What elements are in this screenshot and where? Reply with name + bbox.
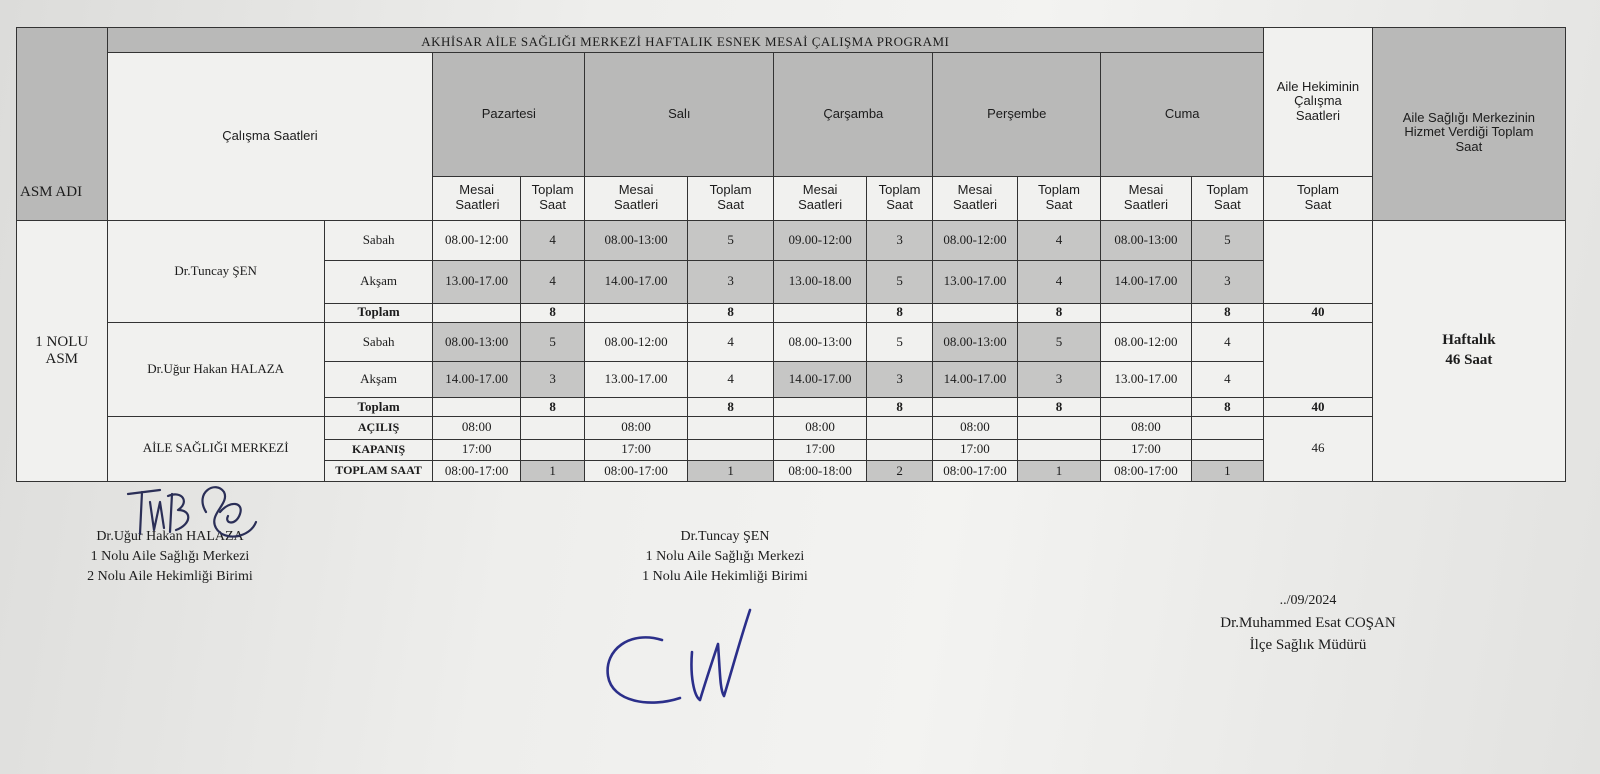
signer-unit: 1 Nolu Aile Sağlığı Merkezi — [645, 549, 805, 564]
empty-cell — [520, 439, 584, 460]
day-total: 8 — [1017, 303, 1100, 322]
toplam-header: Toplam Saat — [866, 176, 932, 220]
row-label-acilis: AÇILIŞ — [324, 416, 433, 439]
row-label-kapanis: KAPANIŞ — [324, 439, 433, 460]
empty-cell — [687, 439, 774, 460]
row-label-aksam: Akşam — [324, 260, 433, 303]
empty-cell — [1191, 416, 1263, 439]
shift-total: 3 — [1191, 260, 1263, 303]
day-total: 8 — [866, 398, 932, 417]
handwritten-signature-middle — [600, 580, 790, 720]
mesai-header: Mesai Saatleri — [585, 176, 688, 220]
mesai-header: Mesai Saatleri — [1101, 176, 1192, 220]
day-total: 8 — [520, 303, 584, 322]
day-total: 8 — [520, 398, 584, 417]
mesai-header: Mesai Saatleri — [433, 176, 521, 220]
shift-total: 4 — [1191, 362, 1263, 398]
calisma-saatleri-header: Çalışma Saatleri — [107, 53, 433, 221]
doctor-name: Dr.Uğur Hakan HALAZA — [107, 322, 324, 416]
shift-hours: 08.00-13:00 — [433, 322, 521, 362]
shift-hours: 13.00-17.00 — [1101, 362, 1192, 398]
closing-time: 17:00 — [1101, 439, 1192, 460]
shift-total: 4 — [520, 220, 584, 260]
empty-cell — [433, 303, 521, 322]
shift-total: 3 — [687, 260, 774, 303]
toplam-header: Toplam Saat — [1017, 176, 1100, 220]
opening-time: 08:00 — [774, 416, 867, 439]
asm-name-cell — [17, 220, 108, 481]
empty-cell — [774, 398, 867, 417]
day-header-persembe: Perşembe — [933, 53, 1101, 177]
shift-total: 5 — [520, 322, 584, 362]
empty-cell — [866, 439, 932, 460]
center-total: 1 — [1017, 460, 1100, 481]
shift-total: 5 — [1191, 220, 1263, 260]
shift-total: 4 — [1017, 220, 1100, 260]
center-hours: 08:00-17:00 — [433, 460, 521, 481]
shift-hours: 13.00-18.00 — [774, 260, 867, 303]
signer-name: Dr.Uğur Hakan HALAZA — [96, 529, 244, 544]
shift-total: 3 — [520, 362, 584, 398]
center-total: 1 — [1191, 460, 1263, 481]
center-total: 1 — [687, 460, 774, 481]
day-total: 8 — [1017, 398, 1100, 417]
shift-total: 4 — [1191, 322, 1263, 362]
weekly-total-cell — [1372, 220, 1565, 481]
row-label-toplam: Toplam — [324, 398, 433, 417]
day-total: 8 — [687, 398, 774, 417]
shift-hours: 08.00-13:00 — [933, 322, 1017, 362]
empty-cell — [933, 398, 1017, 417]
page-title: AKHİSAR AİLE SAĞLIĞI MERKEZİ HAFTALIK ESNEK MESAİ ÇALIŞMA PROGRAMI — [107, 28, 1264, 53]
shift-hours: 08.00-12:00 — [585, 322, 688, 362]
opening-time: 08:00 — [933, 416, 1017, 439]
empty-cell — [1191, 439, 1263, 460]
asm-adi-label: ASM ADI — [20, 184, 83, 200]
shift-hours: 08.00-12:00 — [433, 220, 521, 260]
center-hours: 08:00-17:00 — [933, 460, 1017, 481]
shift-hours: 08.00-13:00 — [1101, 220, 1192, 260]
row-label-sabah: Sabah — [324, 220, 433, 260]
shift-hours: 14.00-17.00 — [774, 362, 867, 398]
date-text: ../09/2024 — [1279, 593, 1337, 608]
center-hours: 08:00-17:00 — [585, 460, 688, 481]
mesai-header: Mesai Saatleri — [933, 176, 1017, 220]
day-total: 8 — [866, 303, 932, 322]
closing-time: 17:00 — [585, 439, 688, 460]
shift-total: 3 — [866, 362, 932, 398]
empty-cell — [687, 416, 774, 439]
empty-cell — [520, 416, 584, 439]
opening-time: 08:00 — [433, 416, 521, 439]
day-header-pazartesi: Pazartesi — [433, 53, 585, 177]
shift-hours: 13.00-17.00 — [585, 362, 688, 398]
closing-time: 17:00 — [933, 439, 1017, 460]
closing-time: 17:00 — [774, 439, 867, 460]
hekim-saatleri-header: Aile Hekiminin Çalışma Saatleri — [1264, 28, 1373, 177]
center-total: 2 — [866, 460, 932, 481]
signer-subunit: 2 Nolu Aile Hekimliği Birimi — [87, 569, 253, 584]
shift-total: 5 — [866, 260, 932, 303]
handwritten-signature-left — [120, 472, 280, 562]
center-hours: 08:00-18:00 — [774, 460, 867, 481]
day-total: 8 — [1191, 303, 1263, 322]
signer-unit: 1 Nolu Aile Sağlığı Merkezi — [90, 549, 250, 564]
shift-hours: 08.00-13:00 — [585, 220, 688, 260]
shift-total: 3 — [1017, 362, 1100, 398]
toplam-header: Toplam Saat — [520, 176, 584, 220]
toplam-header: Toplam Saat — [1191, 176, 1263, 220]
center-name: AİLE SAĞLIĞI MERKEZİ — [107, 416, 324, 481]
shift-hours: 14.00-17.00 — [433, 362, 521, 398]
signer-subunit: 1 Nolu Aile Hekimliği Birimi — [642, 569, 808, 584]
opening-time: 08:00 — [1101, 416, 1192, 439]
shift-hours: 09.00-12:00 — [774, 220, 867, 260]
asm-toplam-header: Aile Sağlığı Merkezinin Hizmet Verdiği Toplam Saat — [1372, 28, 1565, 221]
shift-total: 5 — [866, 322, 932, 362]
day-header-sali: Salı — [585, 53, 774, 177]
row-label-toplam-saat: TOPLAM SAAT — [324, 460, 433, 481]
empty-cell — [1101, 303, 1192, 322]
empty-cell — [1264, 322, 1373, 397]
signer-name: Dr.Muhammed Esat COŞAN — [1220, 615, 1396, 631]
row-label-toplam: Toplam — [324, 303, 433, 322]
signer-name: Dr.Tuncay ŞEN — [680, 529, 770, 544]
doctor-name: Dr.Tuncay ŞEN — [107, 220, 324, 322]
empty-cell — [433, 398, 521, 417]
empty-cell — [585, 303, 688, 322]
shift-total: 5 — [687, 220, 774, 260]
closing-time: 17:00 — [433, 439, 521, 460]
mesai-header: Mesai Saatleri — [774, 176, 867, 220]
opening-time: 08:00 — [585, 416, 688, 439]
shift-hours: 13.00-17.00 — [933, 260, 1017, 303]
empty-cell — [774, 303, 867, 322]
shift-hours: 08.00-12:00 — [933, 220, 1017, 260]
empty-cell — [1264, 220, 1373, 303]
center-weekly-total: 46 — [1264, 416, 1373, 481]
doctor-weekly-total: 40 — [1264, 303, 1373, 322]
day-header-cuma: Cuma — [1101, 53, 1264, 177]
signature-block-middle — [600, 527, 850, 587]
schedule-table — [16, 27, 1566, 482]
row-label-sabah: Sabah — [324, 322, 433, 362]
empty-cell — [1017, 416, 1100, 439]
shift-hours: 14.00-17.00 — [585, 260, 688, 303]
shift-total: 4 — [687, 322, 774, 362]
center-hours: 08:00-17:00 — [1101, 460, 1192, 481]
empty-cell — [1017, 439, 1100, 460]
shift-total: 4 — [1017, 260, 1100, 303]
day-header-carsamba: Çarşamba — [774, 53, 933, 177]
signature-block-right — [1168, 590, 1448, 656]
asm-name: 1 NOLU ASM — [35, 333, 89, 367]
shift-hours: 14.00-17.00 — [933, 362, 1017, 398]
shift-total: 5 — [1017, 322, 1100, 362]
shift-hours: 08.00-13:00 — [774, 322, 867, 362]
shift-hours: 14.00-17.00 — [1101, 260, 1192, 303]
center-total: 1 — [520, 460, 584, 481]
weekly-total: Haftalık 46 Saat — [1442, 332, 1496, 368]
toplam-header: Toplam Saat — [687, 176, 774, 220]
empty-cell — [1101, 398, 1192, 417]
doctor-weekly-total: 40 — [1264, 398, 1373, 417]
hekim-toplam-header: Toplam Saat — [1264, 176, 1373, 220]
shift-total: 3 — [866, 220, 932, 260]
empty-cell — [585, 398, 688, 417]
shift-hours: 08.00-12:00 — [1101, 322, 1192, 362]
day-total: 8 — [687, 303, 774, 322]
shift-total: 4 — [687, 362, 774, 398]
row-label-aksam: Akşam — [324, 362, 433, 398]
empty-cell — [933, 303, 1017, 322]
shift-hours: 13.00-17.00 — [433, 260, 521, 303]
signer-title: İlçe Sağlık Müdürü — [1249, 637, 1367, 653]
day-total: 8 — [1191, 398, 1263, 417]
empty-cell — [866, 416, 932, 439]
shift-total: 4 — [520, 260, 584, 303]
